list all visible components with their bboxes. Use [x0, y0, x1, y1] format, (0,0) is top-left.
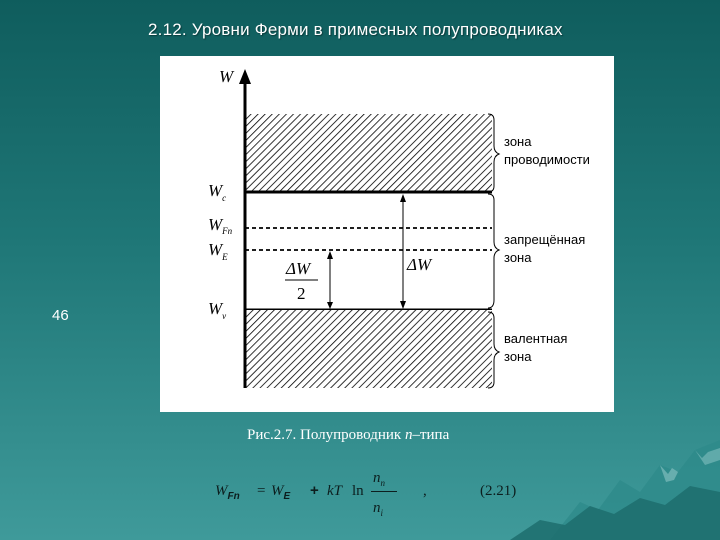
valence-band	[245, 310, 492, 388]
axis-label: W	[219, 67, 234, 86]
figure-caption: Рис.2.7. Полупроводник n–типа	[247, 427, 450, 443]
level-label-wc: $W_c$	[208, 181, 227, 203]
conduction-zone-label-1: зона	[504, 134, 532, 149]
level-label-wfn: $W_{Fn}$	[208, 215, 233, 236]
half-gap-arrowhead-top	[327, 251, 333, 259]
band-diagram	[160, 56, 614, 412]
half-gap-arrowhead-bottom	[327, 302, 333, 309]
gap-label: ΔW	[407, 255, 432, 274]
formula	[215, 470, 535, 530]
decorative-mountains	[510, 410, 720, 540]
formula-numerator: $n_n$	[373, 470, 385, 488]
valence-zone-label-1: валентная	[504, 331, 568, 346]
formula-fraction-bar	[371, 491, 397, 492]
formula-kt: kT	[327, 483, 342, 499]
conduction-band	[245, 114, 492, 192]
forbidden-zone-label-2: зона	[504, 250, 532, 265]
forbidden-brace	[488, 194, 499, 308]
caption-italic-n: n	[404, 427, 413, 443]
formula-we: $W_E$	[271, 483, 291, 502]
half-gap-denominator: 2	[297, 284, 306, 303]
valence-zone-label-2: зона	[504, 349, 532, 364]
gap-arrowhead-bottom	[400, 301, 406, 309]
formula-number: (2.21)	[480, 483, 517, 499]
level-label-we: $W_E$	[208, 240, 228, 262]
formula-lhs: $W_{Fn}$	[215, 483, 240, 502]
gap-arrowhead-top	[400, 194, 406, 202]
level-label-wv: $W_v$	[208, 299, 227, 321]
conduction-zone-label-2: проводимости	[504, 152, 590, 167]
formula-ln: ln	[352, 483, 364, 499]
formula-comma: ,	[423, 483, 427, 499]
slide-title: 2.12. Уровни Ферми в примесных полупроводниках	[148, 20, 563, 39]
formula-denominator: $n_i$	[373, 500, 384, 518]
mountains-graphic	[510, 410, 720, 540]
band-diagram-svg	[160, 56, 614, 412]
page-number: 46	[52, 307, 69, 324]
half-gap-numerator: ΔW	[286, 259, 311, 278]
energy-axis-arrow	[239, 69, 251, 84]
formula-eq: =	[257, 483, 266, 499]
forbidden-zone-label-1: запрещённая	[504, 232, 586, 247]
formula-plus: +	[310, 482, 319, 499]
